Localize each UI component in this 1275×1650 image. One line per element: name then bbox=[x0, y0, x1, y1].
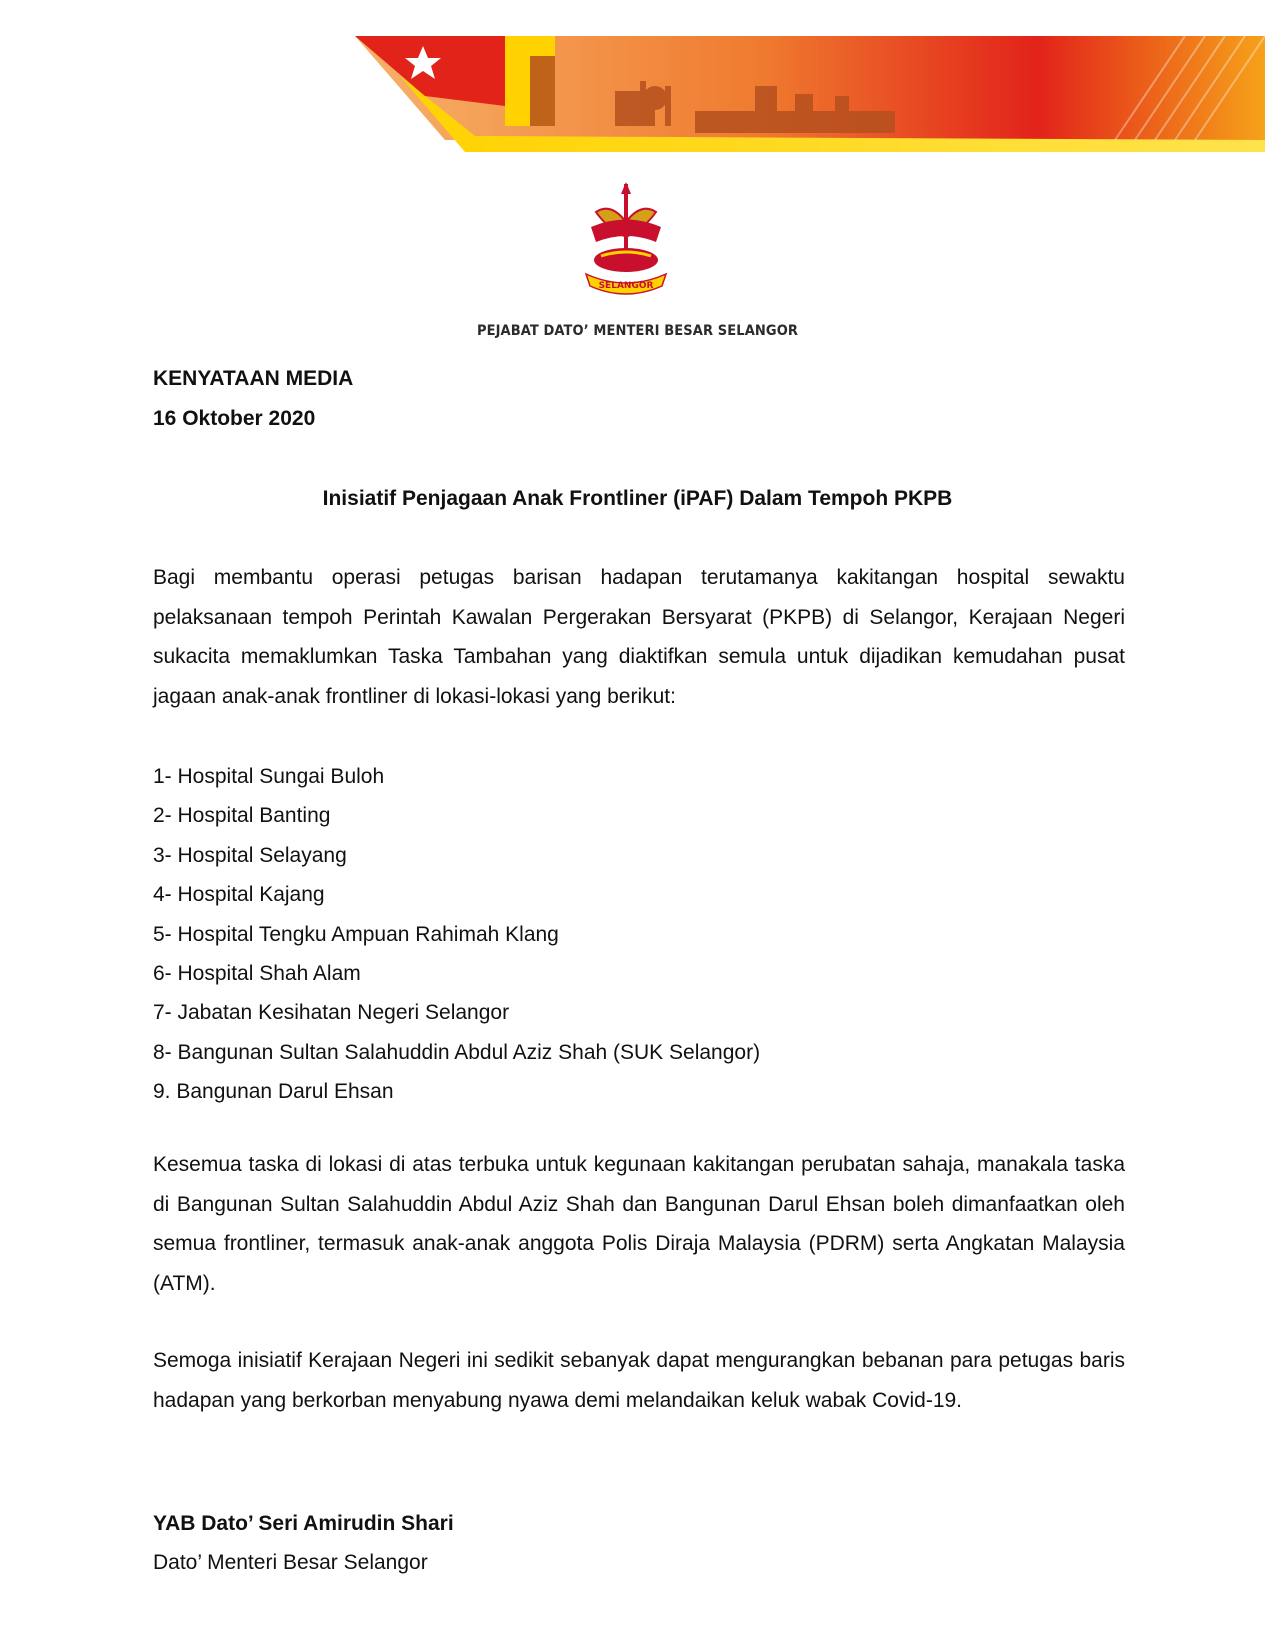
list-item: 6- Hospital Shah Alam bbox=[153, 961, 361, 985]
document-title: Inisiatif Penjagaan Anak Frontliner (iPAF) Dalam Tempoh PKPB bbox=[322, 487, 953, 510]
office-name: PEJABAT DATO’ MENTERI BESAR SELANGOR bbox=[476, 323, 799, 339]
list-item: 1- Hospital Sungai Buloh bbox=[153, 765, 385, 788]
signatory-name: YAB Dato’ Seri Amirudin Shari bbox=[153, 1512, 454, 1535]
list-item: 9. Bangunan Darul Ehsan bbox=[153, 1080, 394, 1104]
closing-paragraph: Semoga inisiatif Kerajaan Negeri ini sedikit sebanyak dapat mengurangkan bebanan para petugas baris hadapan yang berkorban menyabung nyawa demi melandaikan keluk wabak Covid-19. bbox=[153, 1349, 1125, 1412]
location-list bbox=[153, 757, 760, 1112]
list-item: 4- Hospital Kajang bbox=[153, 883, 325, 907]
list-item: 3- Hospital Selayang bbox=[153, 843, 347, 867]
crest-text: SELANGOR bbox=[598, 281, 654, 291]
selangor-crest-logo bbox=[576, 182, 676, 310]
document-header bbox=[153, 367, 353, 447]
list-item: 5- Hospital Tengku Ampuan Rahimah Klang bbox=[153, 922, 559, 946]
list-item: 7- Jabatan Kesihatan Negeri Selangor bbox=[153, 1001, 510, 1025]
document-type: KENYATAAN MEDIA bbox=[153, 367, 354, 390]
document-date: 16 Oktober 2020 bbox=[153, 407, 316, 430]
usage-paragraph: Kesemua taska di lokasi di atas terbuka untuk kegunaan kakitangan perubatan sahaja, manakala taska di Bangunan Sultan Salahuddin Abdul Aziz Shah dan Bangunan Darul Ehsan boleh dimanfaatkan oleh semua frontliner, termasuk anak-anak anggota Polis Diraja Malaysia (PDRM) serta Angkatan Malaysia (ATM). bbox=[153, 1153, 1125, 1295]
list-item: 8- Bangunan Sultan Salahuddin Abdul Aziz Shah (SUK Selangor) bbox=[153, 1040, 761, 1064]
signatory-position: Dato’ Menteri Besar Selangor bbox=[153, 1551, 428, 1574]
intro-paragraph: Bagi membantu operasi petugas barisan hadapan terutamanya kakitangan hospital sewaktu pelaksanaan tempoh Perintah Kawalan Pergerakan Bersyarat (PKPB) di Selangor, Kerajaan Negeri sukacita memaklumkan Taska Tambahan yang diaktifkan semula untuk dijadikan kemudahan pusat jagaan anak-anak frontliner di lokasi-lokasi yang berikut: bbox=[153, 566, 1125, 708]
header-banner bbox=[355, 36, 1265, 162]
list-item: 2- Hospital Banting bbox=[153, 804, 331, 828]
